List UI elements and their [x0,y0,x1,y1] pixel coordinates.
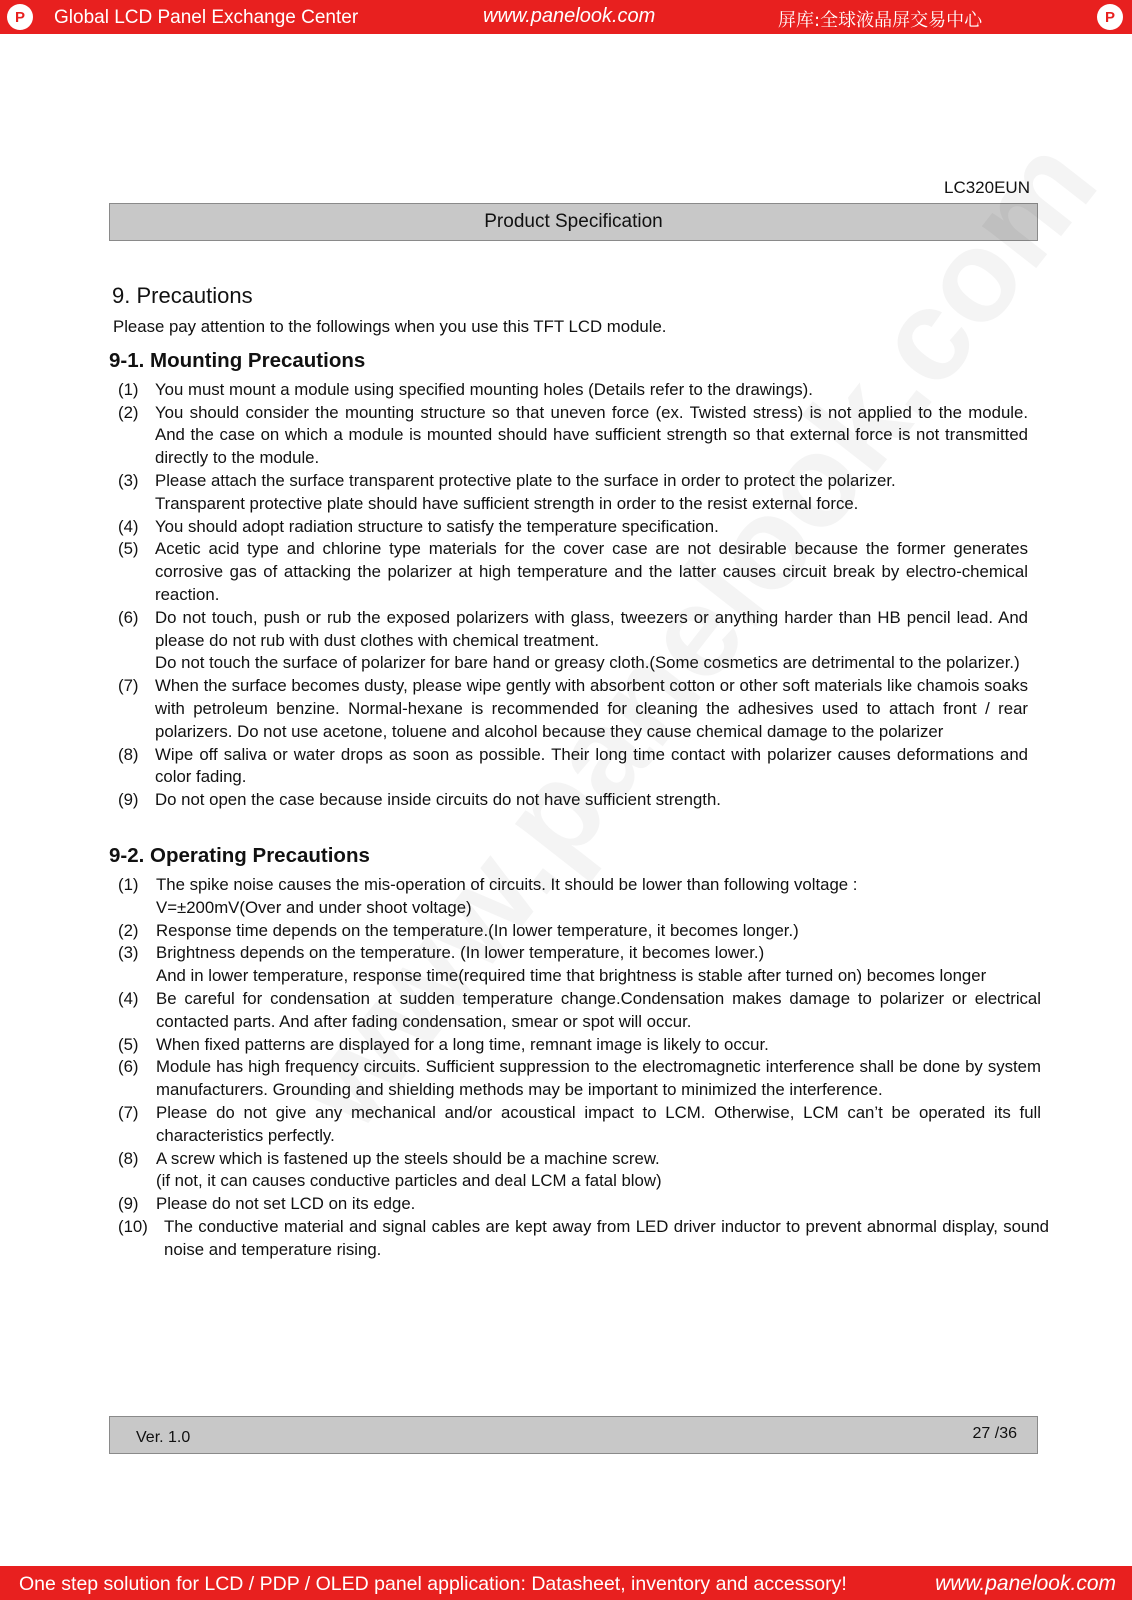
mounting-item [118,402,1028,470]
operating-item [118,988,1041,1034]
operating-item-note: (if not, it can causes conductive particles and deal LCM a fatal blow) [156,1171,662,1191]
banner-left-text: Global LCD Panel Exchange Center [54,7,359,28]
mounting-item-text: Acetic acid type and chlorine type materials for the cover case are not desirable because the former generates corrosive gas of attacking the polarizer at high temperature and the latter causes circuit break by electro-chemical reaction. [155,539,1028,604]
mounting-item-text: Do not open the case because inside circuits do not have sufficient strength. [155,790,721,810]
operating-item-text: The spike noise causes the mis-operation of circuits. It should be lower than following voltage : [156,874,858,894]
section-intro: Please pay attention to the followings when you use this TFT LCD module. [113,317,667,336]
model-number: LC320EUN [944,178,1030,197]
mounting-title: 9-1. Mounting Precautions [109,348,366,372]
mounting-item [118,789,1028,812]
document-title: Product Specification [484,211,663,232]
mounting-item-number: (3) [118,470,139,490]
operating-item-number: (5) [118,1034,139,1054]
mounting-item [118,675,1028,743]
mounting-list [109,379,1037,812]
operating-item [118,874,1041,920]
operating-item-number: (9) [118,1194,139,1214]
main-content [109,282,1049,1261]
operating-item-text: Module has high frequency circuits. Sufficient suppression to the electromagnetic interference shall be done by system manufacturers. Grounding and shielding methods may be important to minimized the interference. [156,1057,1041,1100]
mounting-item [118,516,1028,539]
operating-item-text: The conductive material and signal cables are kept away from LED driver inductor to prevent abnormal display, sound noise and temperature rising. [164,1216,1049,1259]
mounting-item-number: (4) [118,516,139,536]
document-title-box [109,203,1038,241]
mounting-item [118,470,1028,516]
operating-item-number: (7) [118,1102,139,1122]
operating-item-text: Please do not give any mechanical and/or acoustical impact to LCM. Otherwise, LCM can’t be operated its full characteristics perfectly. [156,1102,1041,1145]
operating-item-number: (3) [118,943,139,963]
mounting-item-number: (5) [118,539,139,559]
operating-item-number: (10) [118,1216,148,1236]
banner-right-text: 屏库:全球液晶屏交易中心 [778,10,983,31]
operating-item [118,1193,1041,1216]
mounting-item [118,379,1028,402]
operating-item-number: (8) [118,1148,139,1168]
top-banner [0,0,1132,34]
bottom-banner-url-link[interactable]: www.panelook.com [935,1572,1116,1595]
mounting-item-note: Do not touch the surface of polarizer for bare hand or greasy cloth.(Some cosmetics are detrimental to the polarizer.) [155,653,1020,673]
operating-item-text: When fixed patterns are displayed for a long time, remnant image is likely to occur. [156,1034,769,1054]
operating-item [118,1216,1049,1262]
operating-item-number: (2) [118,920,139,940]
operating-item-note: V=±200mV(Over and under shoot voltage) [156,897,472,917]
mounting-item-number: (6) [118,607,139,627]
operating-item [118,942,1041,988]
mounting-item-number: (1) [118,379,139,399]
mounting-item-text: You should adopt radiation structure to satisfy the temperature specification. [155,516,719,536]
operating-item-number: (1) [118,874,139,894]
version-label: Ver. 1.0 [136,1429,191,1446]
mounting-item-text: Please attach the surface transparent protective plate to the surface in order to protect the polarizer. [155,470,896,490]
operating-item [118,920,1041,943]
operating-item-number: (4) [118,988,139,1008]
bottom-banner [0,1566,1132,1600]
operating-item-text: Please do not set LCD on its edge. [156,1194,416,1214]
mounting-item-number: (2) [118,402,139,422]
operating-item-text: Be careful for condensation at sudden temperature change.Condensation makes damage to polarizer or electrical contacted parts. And after fading condensation, smear or spot will occur. [156,988,1041,1031]
operating-item [118,1056,1041,1102]
operating-title: 9-2. Operating Precautions [109,843,370,867]
mounting-item-text: Wipe off saliva or water drops as soon as possible. Their long time contact with polarizer causes deformations and color fading. [155,744,1028,787]
mounting-item-text: When the surface becomes dusty, please wipe gently with absorbent cotton or other soft materials like chamois soaks with petroleum benzine. Normal-hexane is recommended for cleaning the adhesives used to attach front / rear polarizers. Do not use acetone, toluene and alcohol because they cause chemical damage to the polarizer [155,676,1028,741]
mounting-item-text: You must mount a module using specified mounting holes (Details refer to the drawings). [155,379,813,399]
mounting-item [118,538,1028,606]
mounting-item-text: You should consider the mounting structure so that uneven force (ex. Twisted stress) is not applied to the module. And the case on which a module is mounted should have sufficient strength so that external force is not transmitted directly to the module. [155,402,1028,468]
mounting-item-text: Do not touch, push or rub the exposed polarizers with glass, tweezers or anything harder than HB pencil lead. And please do not rub with dust clothes with chemical treatment. [155,607,1028,650]
operating-item-text: A screw which is fastened up the steels should be a machine screw. [156,1148,660,1168]
section-title: 9. Precautions [112,283,253,308]
mounting-item-number: (9) [118,790,139,810]
operating-list [109,874,1049,1262]
operating-item [118,1102,1041,1148]
mounting-item-note: Transparent protective plate should have sufficient strength in order to the resist external force. [155,493,859,513]
bottom-banner-text: One step solution for LCD / PDP / OLED panel application: Datasheet, inventory and accessory! [19,1573,847,1595]
operating-item-text: Response time depends on the temperature.(In lower temperature, it becomes longer.) [156,920,799,940]
page-footer [109,1416,1038,1454]
operating-item-number: (6) [118,1057,139,1077]
operating-item [118,1148,1041,1194]
operating-item-text: Brightness depends on the temperature. (In lower temperature, it becomes lower.) [156,943,765,963]
mounting-item [118,607,1028,675]
panelook-logo-icon: P [1097,4,1123,30]
mounting-item-number: (7) [118,676,139,696]
page-number: 27 /36 [972,1425,1017,1442]
mounting-item [118,744,1028,790]
panelook-logo-icon: P [7,4,33,30]
operating-item-note: And in lower temperature, response time(required time that brightness is stable after turned on) becomes longer [156,966,987,986]
mounting-item-number: (8) [118,744,139,764]
banner-url-link[interactable]: www.panelook.com [483,5,656,27]
operating-item [118,1034,1041,1057]
